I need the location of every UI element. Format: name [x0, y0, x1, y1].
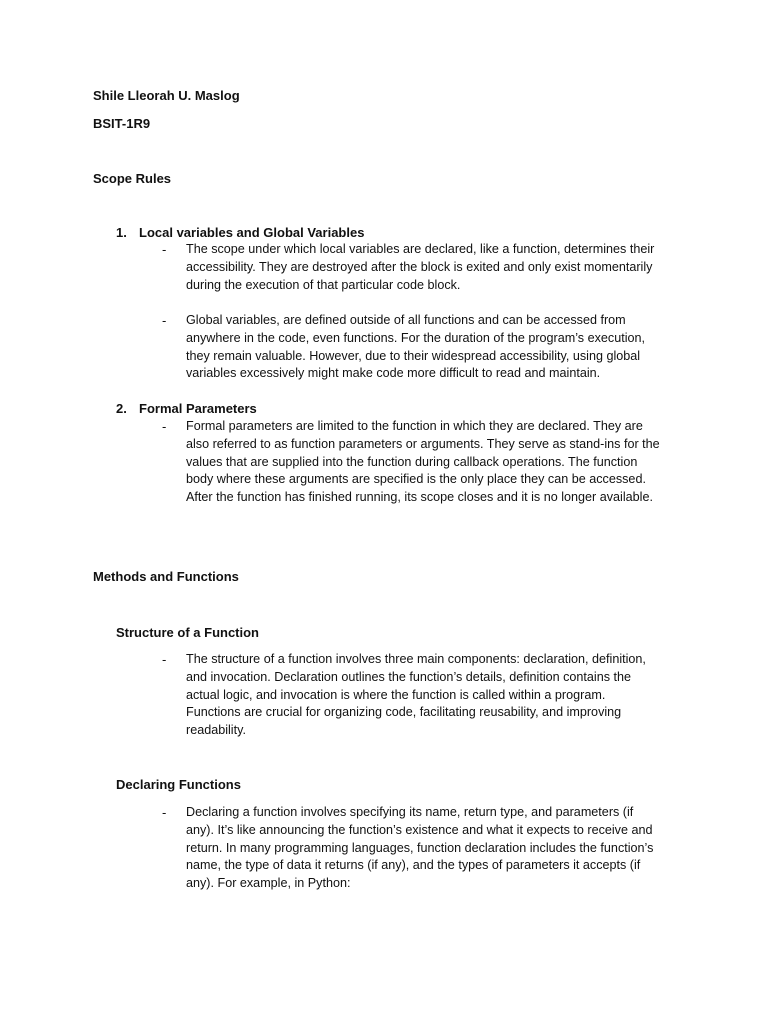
paragraph-line: Declaring a function involves specifying its name, return type, and parameters (if — [186, 805, 634, 819]
paragraph-line: variables excessively might make code more difficult to read and maintain. — [186, 366, 601, 381]
paragraph-line: during the execution of that particular code block. — [186, 277, 461, 292]
declaring-paragraph — [186, 804, 678, 893]
list-number-2: 2. — [116, 401, 127, 416]
structure-heading: Structure of a Function — [116, 625, 259, 640]
paragraph-line: The scope under which local variables are declared, like a function, determines their — [186, 242, 655, 256]
declaring-heading: Declaring Functions — [116, 777, 241, 792]
bullet-dash: - — [162, 242, 167, 257]
formal-parameters-paragraph — [186, 418, 678, 507]
local-variables-paragraph — [186, 241, 678, 294]
paragraph-line: values that are supplied into the function during callback operations. The function — [186, 454, 638, 469]
bullet-dash: - — [162, 805, 167, 820]
paragraph-line: anywhere in the code, even functions. For the duration of the program’s execution, — [186, 330, 646, 345]
local-global-heading: Local variables and Global Variables — [139, 225, 365, 240]
paragraph-line: body where these arguments are specified is the only place they can be accessed. — [186, 472, 646, 487]
bullet-dash: - — [162, 652, 167, 667]
paragraph-line: Functions are crucial for organizing code, facilitating reusability, and improving — [186, 705, 622, 720]
bullet-dash: - — [162, 313, 167, 328]
list-number-1: 1. — [116, 225, 127, 240]
scope-rules-title: Scope Rules — [93, 171, 172, 186]
paragraph-line: return. In many programming languages, function declaration includes the function’s — [186, 840, 654, 855]
paragraph-line: The structure of a function involves three main components: declaration, definition, — [186, 652, 646, 666]
paragraph-line: and invocation. Declaration outlines the function’s details, definition contains the — [186, 669, 632, 684]
paragraph-line: accessibility. They are destroyed after the block is exited and only exist momentarily — [186, 259, 653, 274]
section-code: BSIT-1R9 — [93, 116, 151, 131]
bullet-dash: - — [162, 419, 167, 434]
paragraph-line: any). For example, in Python: — [186, 876, 351, 891]
paragraph-line: After the function has finished running, its scope closes and it is no longer available. — [186, 490, 653, 505]
methods-functions-title: Methods and Functions — [93, 569, 239, 584]
formal-parameters-heading: Formal Parameters — [139, 401, 257, 416]
author-name: Shile Lleorah U. Maslog — [93, 88, 240, 103]
paragraph-line: actual logic, and invocation is where the function is called within a program. — [186, 687, 606, 702]
paragraph-line: Formal parameters are limited to the function in which they are declared. They are — [186, 419, 643, 433]
structure-paragraph — [186, 651, 678, 740]
paragraph-line: Global variables, are defined outside of all functions and can be accessed from — [186, 313, 626, 327]
paragraph-line: readability. — [186, 723, 246, 738]
paragraph-line: any). It’s like announcing the function’s existence and what it expects to receive and — [186, 822, 653, 837]
paragraph-line: they remain valuable. However, due to their widespread accessibility, using global — [186, 348, 641, 363]
global-variables-paragraph — [186, 312, 678, 383]
paragraph-line: also referred to as function parameters or arguments. They serve as stand-ins for the — [186, 436, 660, 451]
paragraph-line: name, the type of data it returns (if any), and the types of parameters it accepts (if — [186, 858, 641, 873]
